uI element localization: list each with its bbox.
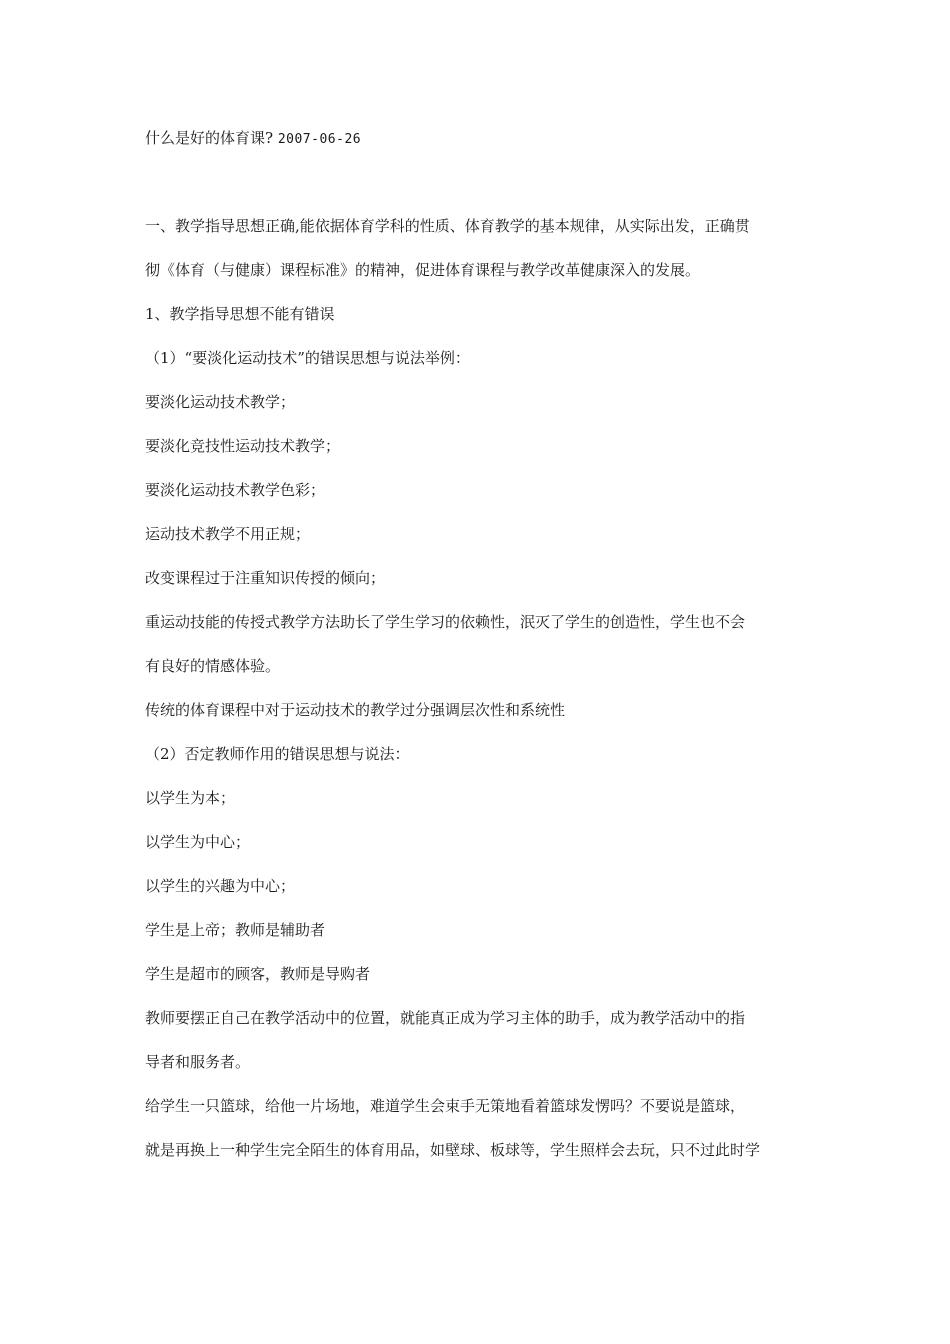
text-line: 有良好的情感体验。 [145, 657, 281, 675]
paragraph [145, 476, 810, 505]
text-line: 以学生为本； [145, 789, 236, 807]
paragraph [145, 916, 810, 945]
text-line: 要淡化运动技术教学色彩； [145, 481, 326, 499]
paragraph [145, 784, 810, 813]
text-line: 要淡化运动技术教学； [145, 393, 296, 411]
paragraph [145, 828, 810, 857]
text-line: 教师要摆正自己在教学活动中的位置，就能真正成为学习主体的助手，成为教学活动中的指 [145, 1009, 746, 1027]
text-line: 1、教学指导思想不能有错误 [145, 305, 335, 323]
text-line: 学生是上帝；教师是辅助者 [145, 921, 326, 939]
paragraph [145, 300, 810, 329]
paragraph [145, 872, 810, 901]
paragraph [145, 740, 810, 769]
text-line: 学生是超市的顾客，教师是导购者 [145, 965, 371, 983]
paragraph [145, 696, 810, 725]
text-line: （1）“要淡化运动技术”的错误思想与说法举例： [145, 349, 470, 367]
text-line: 运动技术教学不用正规； [145, 525, 311, 543]
text-line: 传统的体育课程中对于运动技术的教学过分强调层次性和系统性 [145, 701, 566, 719]
text-line: 彻《体育（与健康）课程标准》的精神，促进体育课程与教学改革健康深入的发展。 [145, 261, 701, 279]
text-line: 重运动技能的传授式教学方法助长了学生学习的依赖性，泯灭了学生的创造性，学生也不会 [145, 613, 746, 631]
text-line: 要淡化竞技性运动技术教学； [145, 437, 341, 455]
document-title-line [145, 126, 361, 152]
text-line: 以学生为中心； [145, 833, 251, 851]
document-body [145, 212, 810, 1180]
paragraph [145, 608, 810, 681]
text-line: （2）否定教师作用的错误思想与说法： [145, 745, 410, 763]
paragraph [145, 960, 810, 989]
paragraph [145, 212, 810, 285]
paragraph [145, 520, 810, 549]
text-line: 给学生一只篮球，给他一片场地，难道学生会束手无策地看着篮球发愣吗？不要说是篮球， [145, 1097, 746, 1115]
document-date: 2007-06-26 [277, 132, 362, 147]
paragraph [145, 388, 810, 417]
paragraph [145, 1004, 810, 1077]
text-line: 以学生的兴趣为中心； [145, 877, 296, 895]
text-line: 一、教学指导思想正确,能依据体育学科的性质、体育教学的基本规律，从实际出发，正确贯 [145, 217, 750, 235]
paragraph [145, 564, 810, 593]
paragraph [145, 432, 810, 461]
text-line: 导者和服务者。 [145, 1053, 251, 1071]
paragraph [145, 1092, 810, 1165]
paragraph [145, 344, 810, 373]
text-line: 改变课程过于注重知识传授的倾向； [145, 569, 386, 587]
document-title: 什么是好的体育课? [145, 129, 274, 147]
text-line: 就是再换上一种学生完全陌生的体育用品，如壁球、板球等，学生照样会去玩，只不过此时学 [145, 1141, 761, 1159]
